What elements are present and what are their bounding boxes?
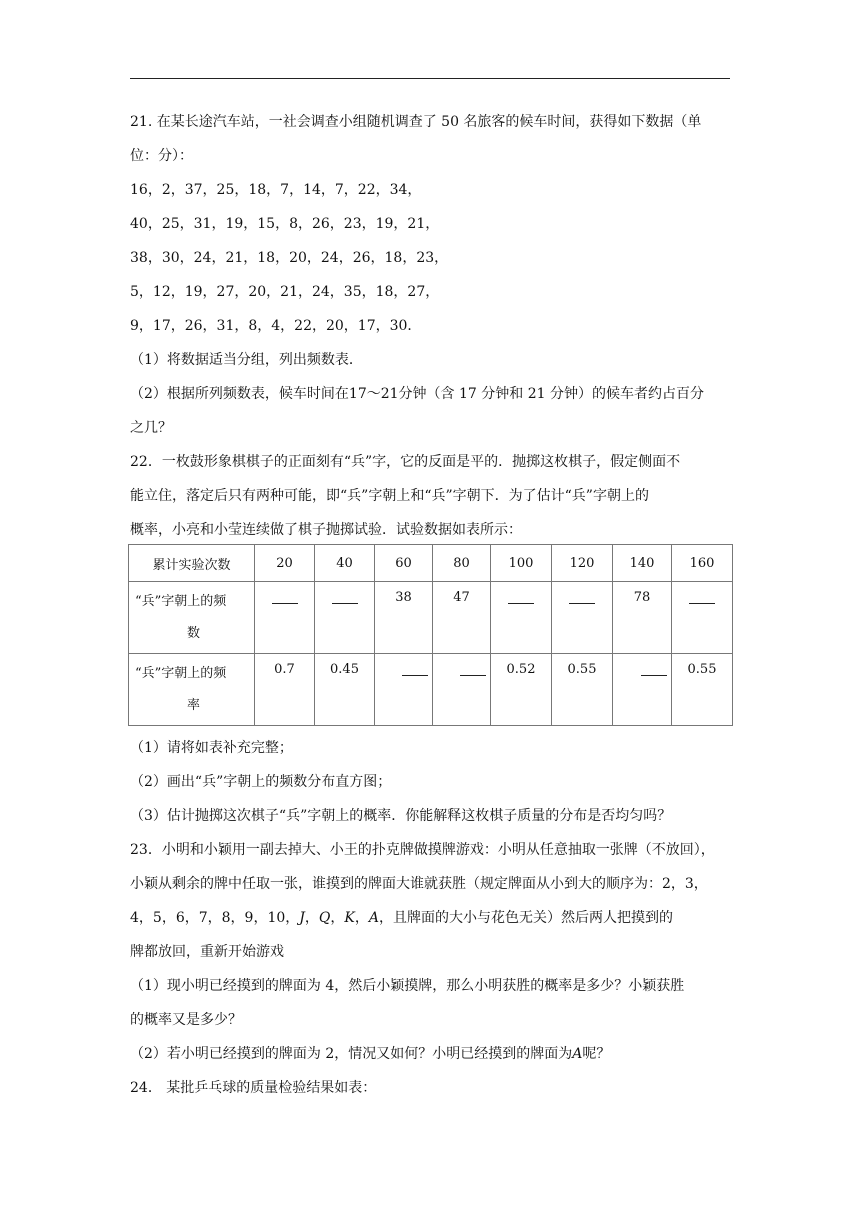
q22-part1: （1）请将如表补充完整； [130,740,293,756]
trials-cell: 140 [613,545,672,582]
frequency-cell-blank [491,582,552,654]
trials-cell: 160 [672,545,733,582]
trials-header: 累计实验次数 [129,545,255,582]
fill-blank [508,591,534,604]
q22-part3: （3）估计抛掷这次棋子“兵”字朝上的概率．你能解释这枚棋子质量的分布是否均匀吗？ [130,808,672,824]
rate-header-line1: “兵”字朝上的频 [135,665,227,681]
trials-cell: 100 [491,545,552,582]
rate-cell: 0.52 [491,654,552,726]
card-a: A [572,1046,583,1062]
rate-cell: 0.7 [255,654,315,726]
q22-part2: （2）画出“兵”字朝上的频数分布直方图； [130,774,392,790]
q23-part1-line2: 的概率又是多少？ [130,1012,242,1028]
card-q: Q [318,910,331,926]
q21-data-row-3: 38，30，24，21，18，20，24，26，18，23， [130,250,449,266]
q21-part2-line2: 之几？ [130,420,172,436]
fill-blank [689,591,715,604]
frequency-cell-blank [672,582,733,654]
fill-blank [641,663,667,676]
table-row-rate [129,654,733,726]
q23-line1: 23．小明和小颖用一副去掉大、小王的扑克牌做摸牌游戏：小明从任意抽取一张牌（不放回）， [130,842,715,858]
trials-cell: 80 [433,545,491,582]
rate-header-line2: 率 [187,697,201,713]
q21-data-row-1: 16，2，37，25，18，7，14，7，22，34， [130,182,422,198]
rate-cell-blank [433,654,491,726]
q23-line3: 4，5，6，7，8，9，10，J，Q，K，A，且牌面的大小与花色无关）然后两人把摸到的 [130,910,673,926]
fill-blank [272,591,298,604]
q23-part2: （2）若小明已经摸到的牌面为 2，情况又如何？小明已经摸到的牌面为A呢？ [130,1046,611,1062]
q23-line4: 牌都放回，重新开始游戏 [130,944,284,960]
frequency-cell-blank [552,582,613,654]
frequency-header [129,582,255,654]
rate-cell: 0.55 [672,654,733,726]
q21-data-row-4: 5，12，19，27，20，21，24，35，18，27， [130,284,440,300]
q22-line1: 22．一枚鼓形象棋棋子的正面刻有“兵”字，它的反面是平的．抛掷这枚棋子，假定侧面不 [130,454,681,470]
table-row-trials [129,545,733,582]
trials-cell: 60 [375,545,433,582]
header-rule [130,78,730,79]
trials-cell: 40 [315,545,375,582]
q21-line2: 位：分）： [130,148,193,164]
q21-part2-line1: （2）根据所列频数表，候车时间在17～21分钟（含 17 分钟和 21 分钟）的候车者约占百分 [130,386,704,402]
q21-line1: 21. 在某长途汽车站，一社会调查小组随机调查了 50 名旅客的候车时间，获得如下数据（单 [130,114,702,130]
experiment-table [128,544,733,726]
card-a: A [368,910,379,926]
q23-line2: 小颖从剩余的牌中任取一张，谁摸到的牌面大谁就获胜（规定牌面从小到大的顺序为：2，3， [130,876,708,892]
table-row-frequency [129,582,733,654]
rate-cell: 0.45 [315,654,375,726]
card-j: J [299,910,305,926]
rate-header [129,654,255,726]
frequency-cell: 78 [613,582,672,654]
frequency-cell: 47 [433,582,491,654]
fill-blank [332,591,358,604]
trials-cell: 120 [552,545,613,582]
trials-cell: 20 [255,545,315,582]
rate-cell-blank [375,654,433,726]
fill-blank [460,663,486,676]
q21-data-row-5: 9，17，26，31，8，4，22，20，17，30． [130,318,422,334]
q22-line2: 能立住，落定后只有两种可能，即“兵”字朝上和“兵”字朝下．为了估计“兵”字朝上的 [130,488,649,504]
card-k: K [344,910,355,926]
rate-cell: 0.55 [552,654,613,726]
fill-blank [569,591,595,604]
fill-blank [402,663,428,676]
frequency-header-line1: “兵”字朝上的频 [135,593,227,609]
q21-part1: （1）将数据适当分组，列出频数表． [130,352,363,368]
frequency-cell-blank [315,582,375,654]
q21-data-row-2: 40，25，31，19，15，8，26，23，19，21， [130,216,440,232]
frequency-cell: 38 [375,582,433,654]
q24-line1: 24． 某批乒乓球的质量检验结果如表： [130,1080,377,1096]
frequency-cell-blank [255,582,315,654]
q22-line3: 概率，小亮和小莹连续做了棋子抛掷试验．试验数据如表所示： [130,522,522,538]
rate-cell-blank [613,654,672,726]
q23-part1-line1: （1）现小明已经摸到的牌面为 4，然后小颖摸牌，那么小明获胜的概率是多少？小颖获胜 [130,978,685,994]
frequency-header-line2: 数 [187,625,201,641]
